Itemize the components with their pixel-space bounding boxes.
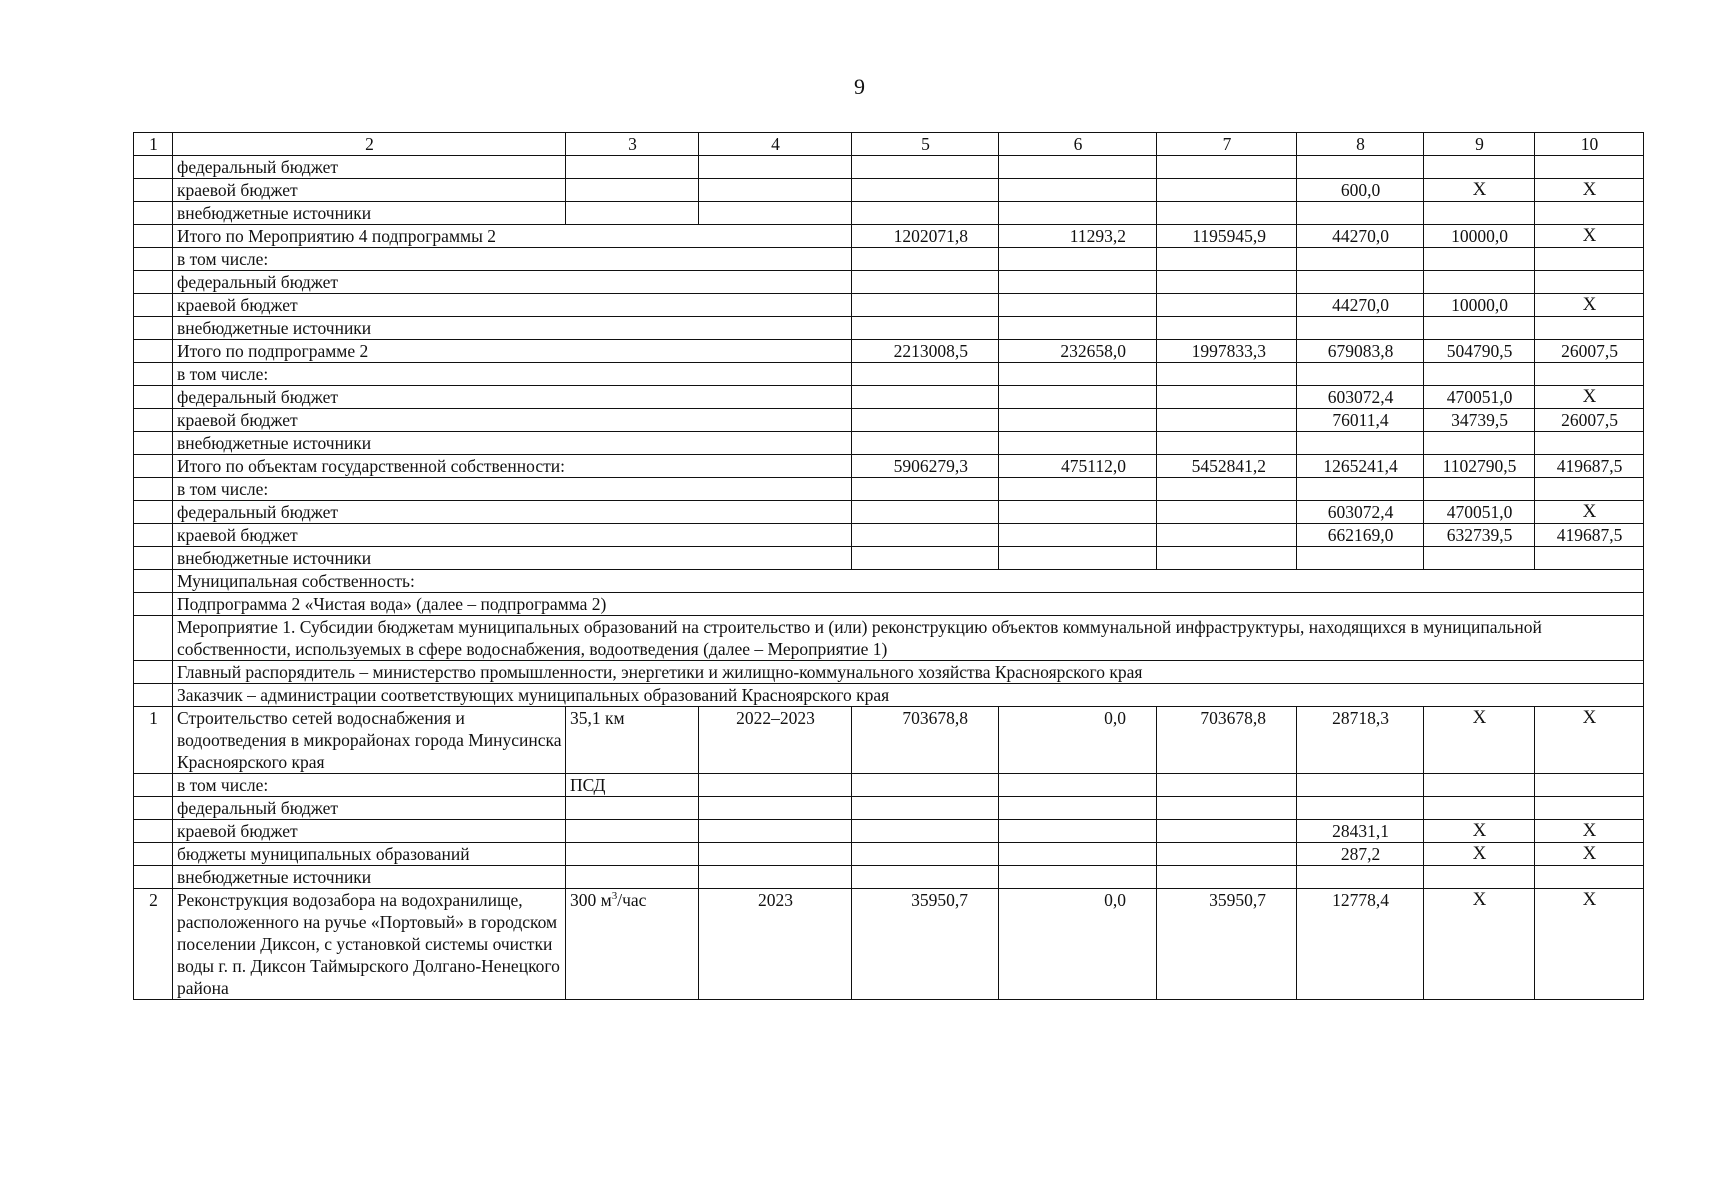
header-row	[134, 133, 1644, 156]
value-cell: 5452841,2	[1157, 455, 1297, 478]
row-label: в том числе:	[173, 774, 566, 797]
value-cell: 44270,0	[1297, 294, 1424, 317]
x-mark: Х	[1535, 179, 1644, 202]
object-name: Строительство сетей водоснабжения и водоотведения в микрорайонах города Минусинска Красноярского края	[173, 707, 566, 774]
table-row	[134, 317, 1644, 340]
table-row	[134, 179, 1644, 202]
header-cell: 8	[1297, 133, 1424, 156]
table-row	[134, 248, 1644, 271]
value-cell: 1195945,9	[1157, 225, 1297, 248]
object-period: 2023	[699, 889, 852, 1000]
value-cell: 470051,0	[1424, 501, 1535, 524]
value-cell: 44270,0	[1297, 225, 1424, 248]
x-mark: Х	[1535, 843, 1644, 866]
object-number: 2	[134, 889, 173, 1000]
row-label: краевой бюджет	[173, 524, 852, 547]
measure-heading: Мероприятие 1. Субсидии бюджетам муниципальных образований на строительство и (или) реконструкцию объектов коммунальной инфраструктуры, находящихся в муниципальной собственности, используемых в сфере водоснабжения, водоотведения (далее – Мероприятие 1)	[173, 616, 1644, 661]
x-mark: Х	[1424, 707, 1535, 774]
value-cell: 10000,0	[1424, 225, 1535, 248]
x-mark: Х	[1535, 386, 1644, 409]
table-row	[134, 386, 1644, 409]
object-number: 1	[134, 707, 173, 774]
object-period: 2022–2023	[699, 707, 852, 774]
value-cell: 11293,2	[999, 225, 1157, 248]
object-name: Реконструкция водозабора на водохранилище, расположенного на ручье «Портовый» в городском поселении Диксон, с установкой системы очистки воды г. п. Диксон Таймырского Долгано-Ненецкого района	[173, 889, 566, 1000]
object-capacity: 35,1 км	[566, 707, 699, 774]
value-cell: 419687,5	[1535, 455, 1644, 478]
total-row	[134, 340, 1644, 363]
value-cell: 600,0	[1297, 179, 1424, 202]
row-label: федеральный бюджет	[173, 156, 566, 179]
value-cell: 1102790,5	[1424, 455, 1535, 478]
x-mark: Х	[1535, 225, 1644, 248]
header-cell: 10	[1535, 133, 1644, 156]
value-cell: 0,0	[999, 707, 1157, 774]
value-cell: 662169,0	[1297, 524, 1424, 547]
row-label: краевой бюджет	[173, 179, 566, 202]
header-cell: 4	[699, 133, 852, 156]
value-cell: 679083,8	[1297, 340, 1424, 363]
value-cell: 603072,4	[1297, 501, 1424, 524]
subprogram-heading: Подпрограмма 2 «Чистая вода» (далее – подпрограмма 2)	[173, 593, 1644, 616]
value-cell: 35950,7	[852, 889, 999, 1000]
table-row	[134, 156, 1644, 179]
row-label: внебюджетные источники	[173, 866, 566, 889]
header-cell: 1	[134, 133, 173, 156]
x-mark: Х	[1535, 501, 1644, 524]
table-row	[134, 202, 1644, 225]
row-label: федеральный бюджет	[173, 797, 566, 820]
header-cell: 5	[852, 133, 999, 156]
value-cell: 1265241,4	[1297, 455, 1424, 478]
value-cell: 287,2	[1297, 843, 1424, 866]
x-mark: Х	[1535, 889, 1644, 1000]
table-row	[134, 820, 1644, 843]
value-cell: 603072,4	[1297, 386, 1424, 409]
section-row	[134, 616, 1644, 661]
value-cell: 0,0	[999, 889, 1157, 1000]
table-row	[134, 271, 1644, 294]
object-row	[134, 707, 1644, 774]
value-cell: 28431,1	[1297, 820, 1424, 843]
value-cell: 28718,3	[1297, 707, 1424, 774]
municipal-property-heading: Муниципальная собственность:	[173, 570, 1644, 593]
section-row	[134, 570, 1644, 593]
value-cell: 5906279,3	[852, 455, 999, 478]
value-cell: 76011,4	[1297, 409, 1424, 432]
total-label: Итого по объектам государственной собственности:	[173, 455, 852, 478]
value-cell: 12778,4	[1297, 889, 1424, 1000]
x-mark: Х	[1535, 820, 1644, 843]
table-row	[134, 501, 1644, 524]
value-cell: 34739,5	[1424, 409, 1535, 432]
row-label: федеральный бюджет	[173, 386, 852, 409]
value-cell: 10000,0	[1424, 294, 1535, 317]
header-cell: 7	[1157, 133, 1297, 156]
section-row	[134, 593, 1644, 616]
row-label: федеральный бюджет	[173, 271, 852, 294]
value-cell: 2213008,5	[852, 340, 999, 363]
table-row	[134, 478, 1644, 501]
stage-label: ПСД	[566, 774, 699, 797]
x-mark: Х	[1424, 820, 1535, 843]
row-label: в том числе:	[173, 478, 852, 501]
header-cell: 9	[1424, 133, 1535, 156]
table-row	[134, 547, 1644, 570]
total-row	[134, 455, 1644, 478]
row-label: краевой бюджет	[173, 294, 852, 317]
value-cell: 703678,8	[1157, 707, 1297, 774]
value-cell: 419687,5	[1535, 524, 1644, 547]
table-row	[134, 363, 1644, 386]
value-cell: 470051,0	[1424, 386, 1535, 409]
total-label: Итого по Мероприятию 4 подпрограммы 2	[173, 225, 852, 248]
object-capacity: 300 $м^3$/час	[566, 889, 699, 1000]
row-label: бюджеты муниципальных образований	[173, 843, 566, 866]
header-cell: 6	[999, 133, 1157, 156]
x-mark: Х	[1424, 179, 1535, 202]
header-cell: 3	[566, 133, 699, 156]
table-row	[134, 843, 1644, 866]
x-mark: Х	[1535, 707, 1644, 774]
row-label: федеральный бюджет	[173, 501, 852, 524]
row-label: краевой бюджет	[173, 409, 852, 432]
section-row	[134, 661, 1644, 684]
object-row	[134, 889, 1644, 1000]
table-row	[134, 432, 1644, 455]
value-cell: 232658,0	[999, 340, 1157, 363]
value-cell: 632739,5	[1424, 524, 1535, 547]
table-row	[134, 866, 1644, 889]
budget-table	[133, 132, 1644, 1000]
row-label: внебюджетные источники	[173, 317, 852, 340]
row-label: в том числе:	[173, 248, 852, 271]
value-cell: 35950,7	[1157, 889, 1297, 1000]
value-cell: 1997833,3	[1157, 340, 1297, 363]
value-cell: 1202071,8	[852, 225, 999, 248]
manager-heading: Главный распорядитель – министерство промышленности, энергетики и жилищно-коммунального хозяйства Красноярского края	[173, 661, 1644, 684]
row-label: в том числе:	[173, 363, 852, 386]
section-row	[134, 684, 1644, 707]
row-label: внебюджетные источники	[173, 547, 852, 570]
total-label: Итого по подпрограмме 2	[173, 340, 852, 363]
table-row	[134, 409, 1644, 432]
table-row	[134, 294, 1644, 317]
value-cell: 475112,0	[999, 455, 1157, 478]
row-label: краевой бюджет	[173, 820, 566, 843]
value-cell: 703678,8	[852, 707, 999, 774]
header-cell: 2	[173, 133, 566, 156]
total-row	[134, 225, 1644, 248]
x-mark: Х	[1424, 843, 1535, 866]
x-mark: Х	[1535, 294, 1644, 317]
customer-heading: Заказчик – администрации соответствующих муниципальных образований Красноярского края	[173, 684, 1644, 707]
value-cell: 26007,5	[1535, 340, 1644, 363]
page-number: 9	[854, 74, 865, 99]
table-row	[134, 774, 1644, 797]
table-row	[134, 797, 1644, 820]
row-label: внебюджетные источники	[173, 202, 566, 225]
table-row	[134, 524, 1644, 547]
x-mark: Х	[1424, 889, 1535, 1000]
value-cell: 26007,5	[1535, 409, 1644, 432]
value-cell: 504790,5	[1424, 340, 1535, 363]
row-label: внебюджетные источники	[173, 432, 852, 455]
